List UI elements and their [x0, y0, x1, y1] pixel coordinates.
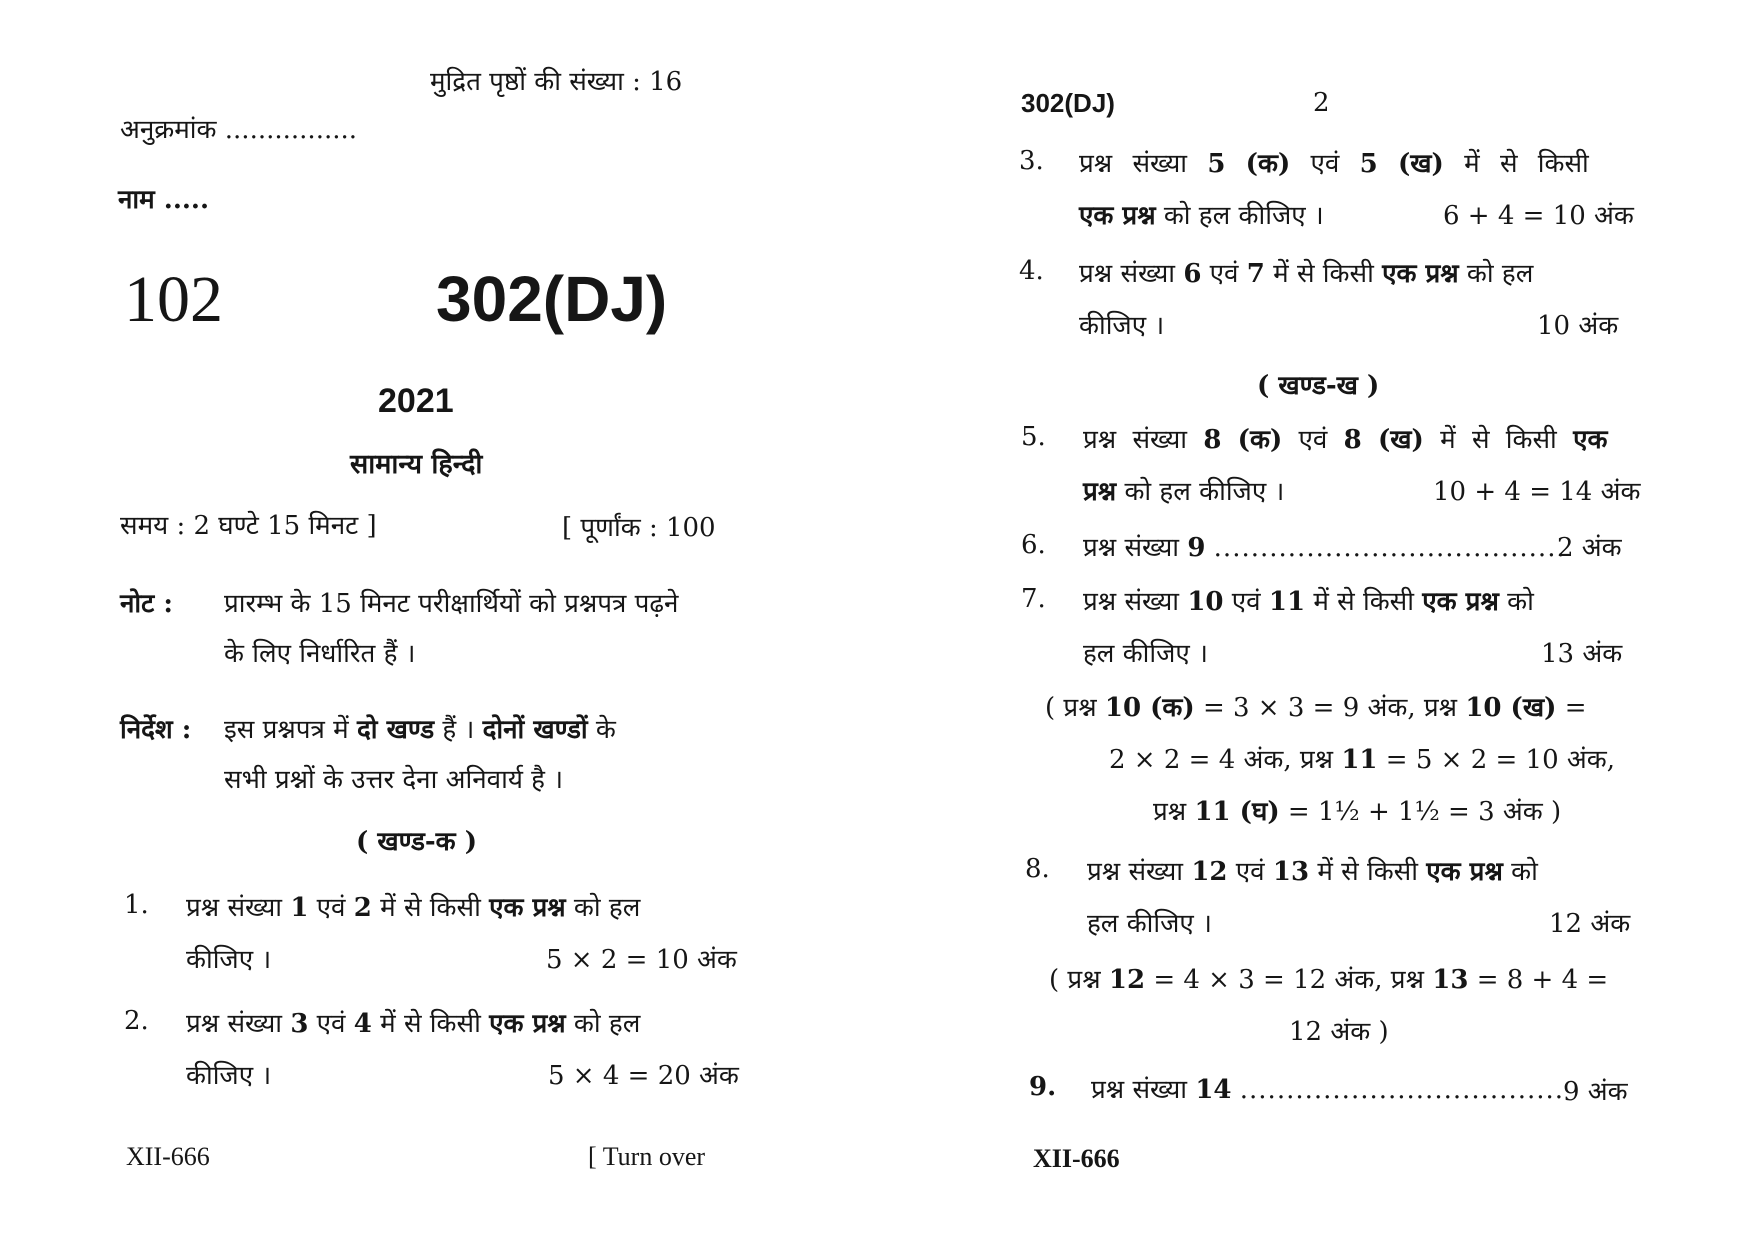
section-a-heading: ( खण्ड-क ) — [356, 827, 477, 857]
subject-title: सामान्य हिन्दी — [350, 449, 483, 480]
q8-line-1: प्रश्न संख्या 12 एवं 13 में से किसी एक प्रश्न को — [1087, 857, 1538, 887]
q1-line-1: प्रश्न संख्या 1 एवं 2 में से किसी एक प्रश्न को हल — [186, 893, 641, 923]
q7-breakdown-line-3: प्रश्न 11 (घ) = 1½ + 1½ = 3 अंक ) — [1153, 797, 1562, 827]
q4-line-1: प्रश्न संख्या 6 एवं 7 में से किसी एक प्रश्न को हल — [1079, 259, 1534, 289]
note-line-1: प्रारम्भ के 15 मिनट परीक्षार्थियों को प्रश्नपत्र पढ़ने — [224, 589, 679, 619]
exam-page-right — [877, 0, 1754, 1241]
q3-marks: 6 + 4 = 10 अंक — [1443, 201, 1634, 231]
q7-breakdown-line-1: ( प्रश्न 10 (क) = 3 × 3 = 9 अंक, प्रश्न 10 (ख) = — [1045, 693, 1587, 723]
q9-number: 9. — [1029, 1072, 1057, 1102]
q2-marks: 5 × 4 = 20 अंक — [548, 1061, 739, 1091]
code-number: 102 — [124, 263, 223, 336]
q4-number: 4. — [1019, 256, 1044, 286]
instruction-line-1: इस प्रश्नपत्र में दो खण्ड हैं । दोनों खण्डों के — [224, 715, 616, 745]
q7-line-2: हल कीजिए । — [1083, 639, 1208, 669]
q5-line-2: प्रश्न को हल कीजिए । — [1083, 477, 1285, 507]
paper-code: 302(DJ) — [436, 263, 668, 335]
q2-line-1: प्रश्न संख्या 3 एवं 4 में से किसी एक प्रश्न को हल — [186, 1009, 641, 1039]
q8-marks: 12 अंक — [1549, 909, 1631, 939]
q9-marks: 9 अंक — [1563, 1077, 1628, 1107]
q6-number: 6. — [1021, 530, 1046, 560]
q1-line-2: कीजिए । — [186, 945, 272, 975]
q5-line-1: प्रश्न संख्या 8 (क) एवं 8 (ख) में से किसी एक — [1083, 425, 1608, 455]
turn-over-note: [ Turn over — [588, 1142, 706, 1171]
q2-line-2: कीजिए । — [186, 1061, 272, 1091]
q6-marks: 2 अंक — [1557, 533, 1622, 563]
q8-number: 8. — [1025, 854, 1050, 884]
q5-marks: 10 + 4 = 14 अंक — [1433, 477, 1641, 507]
time-allowed: समय : 2 घण्टे 15 मिनट ] — [120, 511, 377, 541]
footer-code: XII-666 — [126, 1142, 210, 1171]
q7-line-1: प्रश्न संख्या 10 एवं 11 में से किसी एक प्रश्न को — [1083, 587, 1534, 617]
q3-line-2: एक प्रश्न को हल कीजिए । — [1079, 201, 1324, 231]
note-label: नोट : — [120, 589, 173, 619]
q3-line-1: प्रश्न संख्या 5 (क) एवं 5 (ख) में से किसी — [1079, 149, 1589, 179]
maximum-marks: [ पूर्णांक : 100 — [562, 513, 716, 543]
q7-number: 7. — [1021, 584, 1046, 614]
q7-marks: 13 अंक — [1541, 639, 1623, 669]
section-b-heading: ( खण्ड-ख ) — [1257, 371, 1380, 401]
roll-number-field: अनुक्रमांक ................ — [120, 115, 358, 145]
q1-marks: 5 × 2 = 10 अंक — [546, 945, 737, 975]
instruction-label: निर्देश : — [120, 715, 192, 745]
exam-year: 2021 — [378, 382, 454, 420]
name-field: नाम ..... — [118, 185, 210, 215]
q7-breakdown-line-2: 2 × 2 = 4 अंक, प्रश्न 11 = 5 × 2 = 10 अंक, — [1109, 745, 1615, 775]
q5-number: 5. — [1021, 422, 1046, 452]
printed-pages-count: मुद्रित पृष्ठों की संख्या : 16 — [430, 67, 683, 97]
q6-line: प्रश्न संख्या 9 ...................................... — [1083, 533, 1566, 563]
q1-number: 1. — [124, 890, 149, 920]
q3-number: 3. — [1019, 146, 1044, 176]
q4-marks: 10 अंक — [1537, 311, 1619, 341]
q8-line-2: हल कीजिए । — [1087, 909, 1212, 939]
page-number: 2 — [1313, 88, 1330, 118]
q4-line-2: कीजिए । — [1079, 311, 1165, 341]
header-paper-code: 302(DJ) — [1021, 88, 1115, 118]
q8-breakdown-line-2: 12 अंक ) — [1289, 1017, 1389, 1047]
instruction-line-2: सभी प्रश्नों के उत्तर देना अनिवार्य है । — [224, 765, 564, 795]
q8-breakdown-line-1: ( प्रश्न 12 = 4 × 3 = 12 अंक, प्रश्न 13 = 8 + 4 = — [1049, 965, 1609, 995]
q2-number: 2. — [124, 1006, 149, 1036]
q9-line: प्रश्न संख्या 14 ................................... — [1091, 1075, 1565, 1105]
footer-code: XII-666 — [1033, 1144, 1120, 1173]
note-line-2: के लिए निर्धारित हैं । — [224, 639, 416, 669]
